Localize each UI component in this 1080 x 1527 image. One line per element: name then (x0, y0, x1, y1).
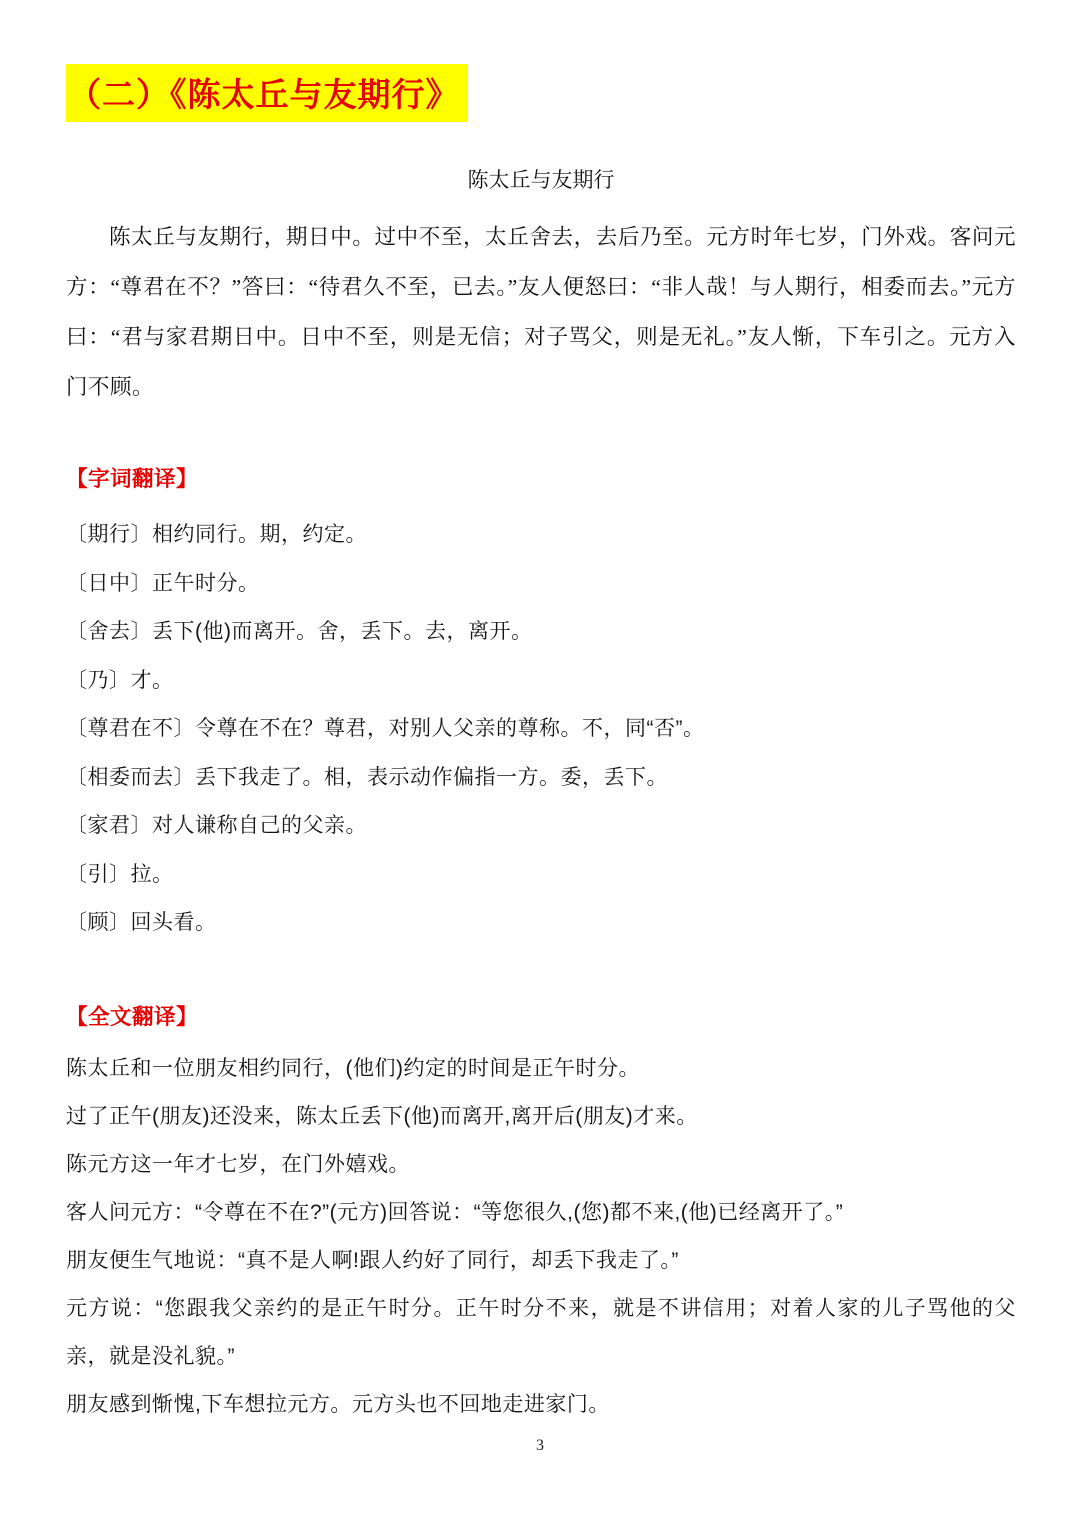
glossary-section-title: 【字词翻译】 (66, 467, 199, 491)
glossary-item: 〔舍去〕丢下(他)而离开。舍，丢下。去，离开。 (66, 620, 533, 643)
glossary-item: 〔乃〕才。 (66, 668, 174, 692)
translation-line: 客人问元方：“令尊在不在?”(元方)回答说：“等您很久,(您)都不来,(他)已经离开了。” (66, 1200, 844, 1224)
page-number: 3 (536, 1437, 544, 1454)
page-heading-text: （二）《陈太丘与友期行》 (66, 64, 468, 122)
glossary-item: 〔引〕拉。 (66, 862, 174, 886)
translation-line: 朋友便生气地说：“真不是人啊!跟人约好了同行，却丢下我走了。” (66, 1248, 679, 1272)
glossary-item: 〔期行〕相约同行。期，约定。 (66, 523, 367, 546)
translation-line: 过了正午(朋友)还没来，陈太丘丢下(他)而离开,离开后(朋友)才来。 (66, 1104, 698, 1128)
translation-line: 元方说：“您跟我父亲约的是正午时分。正午时分不来，就是不讲信用；对着人家的儿子骂他的父亲，就是没礼貌。” (66, 1296, 1016, 1368)
translation-line: 朋友感到惭愧,下车想拉元方。元方头也不回地走进家门。 (66, 1392, 610, 1416)
glossary-item: 〔相委而去〕丢下我走了。相，表示动作偏指一方。委，丢下。 (66, 765, 668, 789)
glossary-item: 〔顾〕回头看。 (66, 911, 217, 934)
page-heading (66, 64, 1016, 122)
glossary-item: 〔家君〕对人谦称自己的父亲。 (66, 814, 367, 837)
glossary-item: 〔尊君在不〕令尊在不在？尊君，对别人父亲的尊称。不，同“否”。 (66, 717, 705, 740)
original-text-paragraph: 陈太丘与友期行，期日中。过中不至，太丘舍去，去后乃至。元方时年七岁，门外戏。客问元方：“尊君在不？”答曰：“待君久不至，已去。”友人便怒曰：“非人哉！与人期行，相委而去。”元方曰：“君与家君期日中。日中不至，则是无信；对子骂父，则是无礼。”友人惭，下车引之。元方入门不顾。 (66, 225, 1016, 399)
translation-section-title: 【全文翻译】 (66, 1004, 199, 1029)
translation-line: 陈太丘和一位朋友相约同行，(他们)约定的时间是正午时分。 (66, 1056, 640, 1080)
translation-line: 陈元方这一年才七岁，在门外嬉戏。 (66, 1152, 410, 1176)
glossary-list (66, 511, 1016, 948)
glossary-item: 〔日中〕正午时分。 (66, 571, 260, 595)
article-title: 陈太丘与友期行 (467, 168, 615, 192)
translation-list (66, 1045, 1016, 1429)
